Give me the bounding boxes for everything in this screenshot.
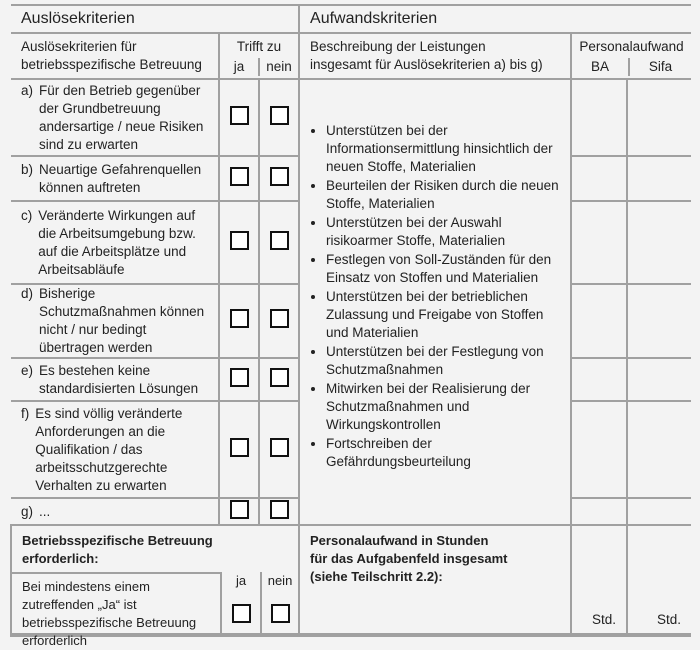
summary-row [11, 525, 691, 635]
criteria-text: Neuartige Gefahrenquellen können auftreten [39, 161, 202, 195]
required-yes-checkbox[interactable] [232, 604, 251, 623]
ba-unit: Std. [592, 612, 617, 627]
personnel-label: Personalaufwand [579, 39, 684, 54]
personnel-header [571, 33, 691, 79]
sifa-label: Sifa [648, 59, 673, 74]
services-list [310, 122, 560, 471]
applies-header [219, 33, 299, 79]
sifa-unit: Std. [657, 612, 682, 627]
criteria-key: e) [21, 362, 34, 378]
required-title: Betriebsspezifische Betreuung erforderlich: [22, 533, 213, 566]
ba-hours-field[interactable] [571, 358, 627, 401]
required-yes [222, 572, 262, 633]
sifa-hours-field[interactable] [627, 498, 691, 525]
service-item: • Unterstützen bei der betrieblichen Zulassung und Freigabe von Stoffen und Materialien [326, 288, 560, 342]
sifa-hours-field[interactable] [627, 358, 691, 401]
service-item: • Unterstützen bei der Festlegung von Schutzmaßnahmen [326, 343, 560, 379]
required-cell [11, 525, 299, 648]
criteria-header-line: betriebsspezifische Betreuung [21, 57, 202, 72]
applies-label: Trifft zu [236, 39, 282, 54]
service-item: • Festlegen von Soll-Zuständen für den Einsatz von Stoffen und Materialien [326, 251, 560, 287]
description-header-line: insgesamt für Auslösekriterien a) bis g) [310, 57, 543, 72]
yes-checkbox[interactable] [230, 106, 249, 125]
criteria-text: ... [39, 503, 51, 519]
required-text: Bei mindestens einem zutreffenden „Ja“ ist betriebsspezifische Betreuung erforderlich [12, 572, 222, 633]
description-header [299, 33, 571, 79]
hours-title-line: Personalaufwand in Stunden [310, 533, 489, 548]
services-list-cell [299, 79, 571, 525]
yes-checkbox[interactable] [230, 231, 249, 250]
no-checkbox[interactable] [270, 106, 289, 125]
service-item: • Mitwirken bei der Realisierung der Schutzmaßnahmen und Wirkungskontrollen [326, 380, 560, 434]
service-item: • Beurteilen der Risiken durch die neuen Stoffe, Materialien [326, 177, 560, 213]
required-no-checkbox[interactable] [271, 604, 290, 623]
ba-hours-field[interactable] [571, 284, 627, 358]
description-header-line: Beschreibung der Leistungen [310, 39, 486, 54]
criteria-text: Bisherige Schutzmaßnahmen können nicht / nur bedingt übertragen werden [39, 286, 205, 355]
no-checkbox[interactable] [270, 438, 289, 457]
criteria-text: Es sind völlig veränderte Anforderungen an die Qualifikation / das arbeitsschutzgerechte Verhalten zu erwarten [35, 405, 183, 493]
no-checkbox[interactable] [270, 500, 289, 519]
no-checkbox[interactable] [270, 309, 289, 328]
yes-checkbox[interactable] [230, 167, 249, 186]
criteria-key: f) [21, 405, 30, 421]
no-label: nein [266, 59, 292, 74]
yes-checkbox[interactable] [230, 500, 249, 519]
section-title-left: Auslösekriterien [11, 5, 299, 33]
criteria-text: Für den Betrieb gegenüber der Grundbetreuung andersartige / neue Risiken sind zu erwarten [39, 82, 204, 152]
ba-hours-field[interactable] [571, 498, 627, 525]
ba-hours-field[interactable] [571, 79, 627, 156]
sifa-hours-field[interactable] [627, 79, 691, 156]
no-checkbox[interactable] [270, 231, 289, 250]
criteria-header-line: Auslösekriterien für [21, 39, 137, 54]
service-item: • Unterstützen bei der Auswahl risikoarmer Stoffe, Materialien [326, 214, 560, 250]
criteria-row [11, 79, 691, 156]
required-no-label: nein [267, 573, 293, 588]
required-yes-label: ja [235, 573, 247, 588]
no-checkbox[interactable] [270, 167, 289, 186]
sifa-hours-field[interactable] [627, 401, 691, 498]
required-no [262, 572, 298, 633]
criteria-key: g) [21, 503, 34, 519]
criteria-header [11, 33, 219, 79]
criteria-table [10, 4, 691, 648]
sifa-hours-field[interactable] [627, 284, 691, 358]
yes-checkbox[interactable] [230, 368, 249, 387]
ba-total-field[interactable] [571, 525, 627, 635]
criteria-key: c) [21, 207, 33, 223]
yes-label: ja [220, 58, 260, 76]
service-item: • Fortschreiben der Gefährdungsbeurteilung [326, 435, 560, 471]
ba-hours-field[interactable] [571, 156, 627, 201]
sifa-hours-field[interactable] [627, 156, 691, 201]
sifa-total-field[interactable] [627, 525, 691, 635]
hours-title-line: für das Aufgabenfeld insgesamt [310, 551, 508, 566]
no-checkbox[interactable] [270, 368, 289, 387]
criteria-text: Es bestehen keine standardisierten Lösungen [39, 362, 199, 396]
criteria-text: Veränderte Wirkungen auf die Arbeitsumgebung bzw. auf die Arbeitsplätze und Arbeitsabläufe [38, 207, 196, 277]
ba-hours-field[interactable] [571, 201, 627, 284]
criteria-key: d) [21, 286, 34, 301]
ba-hours-field[interactable] [571, 401, 627, 498]
criteria-key: a) [21, 82, 34, 98]
yes-checkbox[interactable] [230, 309, 249, 328]
hours-title-line: (siehe Teilschritt 2.2): [310, 569, 443, 584]
yes-checkbox[interactable] [230, 438, 249, 457]
criteria-key: b) [21, 161, 34, 177]
hours-title [299, 525, 571, 635]
section-title-right: Aufwandskriterien [299, 5, 691, 33]
ba-label: BA [572, 58, 630, 76]
sifa-hours-field[interactable] [627, 201, 691, 284]
service-item: • Unterstützen bei der Informationsermittlung hinsichtlich der neuen Stoffe, Materialien [326, 122, 560, 176]
